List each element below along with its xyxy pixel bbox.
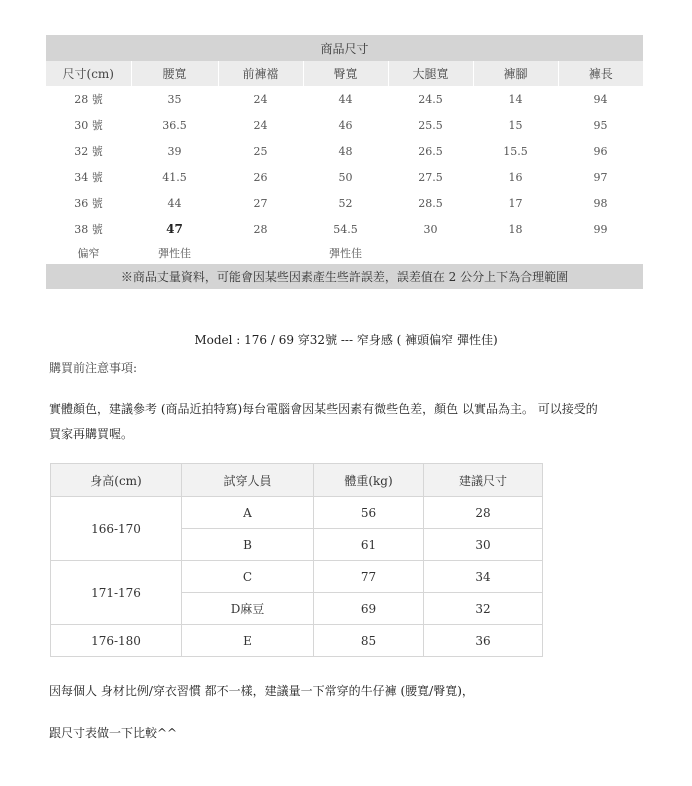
note-cell: 彈性佳	[158, 247, 191, 260]
table-cell: 28 號	[74, 93, 103, 106]
table-cell: 95	[593, 118, 608, 132]
table-cell: 44	[338, 92, 353, 106]
column-header-waist: 腰寬	[131, 61, 218, 86]
notes-row	[46, 242, 643, 264]
table-row	[51, 561, 543, 593]
weight-cell: 85	[314, 625, 424, 657]
column-header-height: 身高(cm)	[51, 464, 182, 497]
measurement-disclaimer: ※商品丈量資料，可能會因某些因素產生些許誤差，誤差值在 2 公分上下為合理範圍	[46, 264, 643, 289]
column-header-weight: 體重(kg)	[314, 464, 424, 497]
note-cell: 偏窄	[77, 247, 100, 260]
table-cell: 99	[593, 222, 608, 236]
table-row	[46, 190, 643, 216]
tester-name-cell: E	[182, 625, 314, 657]
weight-cell: 69	[314, 593, 424, 625]
column-header-leg-opening: 褲腳	[473, 61, 558, 86]
table-cell: 54.5	[333, 222, 358, 236]
notice-heading: 購買前注意事項:	[49, 361, 138, 375]
table-cell: 30	[423, 222, 438, 236]
size-cell: 32	[424, 593, 543, 625]
table-row	[51, 497, 543, 529]
table-cell: 34 號	[74, 171, 103, 184]
table-cell: 94	[593, 92, 608, 106]
table-cell: 32 號	[74, 145, 103, 158]
table-row	[51, 625, 543, 657]
table-cell: 36 號	[74, 197, 103, 210]
table-cell: 15.5	[503, 144, 528, 158]
table-cell: 35	[167, 92, 182, 106]
table-cell: 28.5	[418, 196, 443, 210]
table-cell: 24.5	[418, 92, 443, 106]
note-cell: 彈性佳	[329, 247, 362, 260]
advice-text-line-2: 跟尺寸表做一下比較^^	[49, 726, 178, 740]
table-cell: 30 號	[74, 119, 103, 132]
table-cell: 17	[508, 196, 523, 210]
column-header-length: 褲長	[558, 61, 643, 86]
table-cell: 36.5	[162, 118, 187, 132]
size-cell: 36	[424, 625, 543, 657]
table-row	[46, 112, 643, 138]
tester-name-cell: D麻豆	[182, 593, 314, 625]
table-cell: 27.5	[418, 170, 443, 184]
tester-name-cell: B	[182, 529, 314, 561]
column-header-suggested-size: 建議尺寸	[424, 464, 543, 497]
note-cell	[218, 242, 303, 264]
table-cell: 47	[166, 222, 183, 236]
size-cell: 30	[424, 529, 543, 561]
size-cell: 34	[424, 561, 543, 593]
height-range-cell: 171-176	[51, 561, 182, 625]
table-cell: 24	[253, 92, 268, 106]
tester-name-cell: A	[182, 497, 314, 529]
notice-text-line-2: 買家再購買喔。	[49, 427, 134, 441]
table-cell: 52	[338, 196, 353, 210]
table-cell: 14	[508, 92, 523, 106]
table-cell: 25.5	[418, 118, 443, 132]
table-cell: 39	[167, 144, 182, 158]
size-chart-table	[46, 35, 643, 289]
size-chart-title: 商品尺寸	[46, 35, 643, 61]
table-cell: 16	[508, 170, 523, 184]
table-cell: 98	[593, 196, 608, 210]
table-cell: 27	[253, 196, 268, 210]
size-cell: 28	[424, 497, 543, 529]
column-header-thigh: 大腿寬	[388, 61, 473, 86]
table-cell: 28	[253, 222, 268, 236]
column-header-front-rise: 前褲襠	[218, 61, 303, 86]
weight-cell: 61	[314, 529, 424, 561]
table-cell: 48	[338, 144, 353, 158]
table-cell: 46	[338, 118, 353, 132]
column-header-size: 尺寸(cm)	[46, 61, 131, 86]
table-cell: 41.5	[162, 170, 187, 184]
height-range-cell: 166-170	[51, 497, 182, 561]
table-cell: 44	[167, 196, 182, 210]
model-info: Model : 176 / 69 穿32號 --- 窄身感 ( 褲頭偏窄 彈性佳)	[194, 333, 498, 347]
table-row	[46, 138, 643, 164]
column-header-hip: 臀寬	[303, 61, 388, 86]
note-cell	[388, 242, 473, 264]
table-row	[46, 216, 643, 242]
note-cell	[558, 242, 643, 264]
notice-text-line-1: 實體顏色，建議參考 (商品近拍特寫)每台電腦會因某些因素有微些色差，顏色 以實品為主。 可以接受的	[49, 402, 598, 416]
tester-name-cell: C	[182, 561, 314, 593]
table-cell: 24	[253, 118, 268, 132]
height-range-cell: 176-180	[51, 625, 182, 657]
weight-cell: 56	[314, 497, 424, 529]
table-cell: 26.5	[418, 144, 443, 158]
fit-reference-table	[50, 463, 543, 657]
table-row	[46, 86, 643, 112]
column-header-tester: 試穿人員	[182, 464, 314, 497]
table-cell: 25	[253, 144, 268, 158]
table-cell: 38 號	[74, 223, 103, 236]
table-cell: 97	[593, 170, 608, 184]
table-cell: 15	[508, 118, 523, 132]
table-row	[46, 164, 643, 190]
note-cell	[473, 242, 558, 264]
advice-text-line-1: 因每個人 身材比例/穿衣習慣 都不一樣，建議量一下常穿的牛仔褲 (腰寬/臀寬)，	[49, 684, 474, 698]
table-cell: 96	[593, 144, 608, 158]
table-cell: 50	[338, 170, 353, 184]
weight-cell: 77	[314, 561, 424, 593]
table-cell: 26	[253, 170, 268, 184]
table-cell: 18	[508, 222, 523, 236]
